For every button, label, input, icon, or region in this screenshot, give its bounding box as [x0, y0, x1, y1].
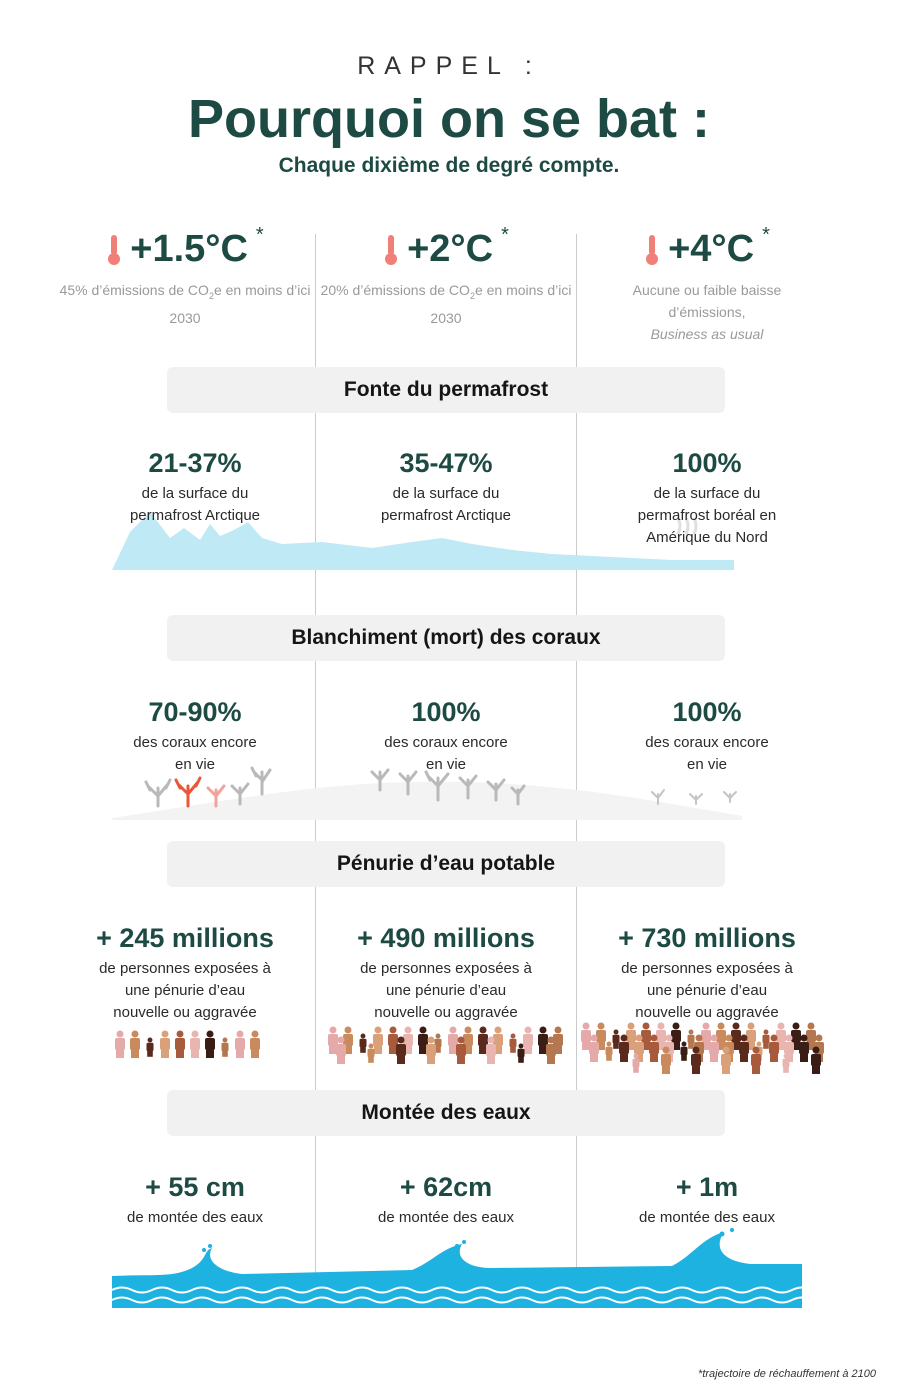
thermometer-icon [383, 234, 399, 266]
stat-block: + 1m de montée des eaux [639, 1172, 775, 1226]
person-icon [147, 1038, 154, 1057]
person-icon [190, 1031, 200, 1059]
coral-icon [724, 792, 736, 802]
stat-block: + 490 millions de personnes exposées à une pénurie d’eau nouvelle ou aggravée [357, 923, 535, 1021]
person-icon [606, 1042, 613, 1061]
stat-block: + 55 cm de montée des eaux [127, 1172, 263, 1226]
person-icon [175, 1031, 185, 1059]
asterisk: * [501, 224, 509, 246]
scenario-temp-value: +4°C [668, 228, 755, 270]
asterisk: * [762, 224, 770, 246]
person-icon [518, 1044, 525, 1063]
person-icon [523, 1027, 533, 1055]
scenario-desc: Aucune ou faible baisse d’émissions, Business as usual [632, 282, 782, 342]
person-icon [222, 1038, 229, 1057]
wave-illustration [112, 1228, 802, 1308]
thermometer-icon [644, 234, 660, 266]
person-icon [250, 1031, 260, 1059]
person-icon [160, 1031, 170, 1059]
person-icon [235, 1031, 245, 1059]
thermometer-icon [106, 234, 122, 266]
person-icon [115, 1031, 125, 1059]
stat-block: 21-37% de la surface du permafrost Arctique [129, 448, 261, 524]
person-icon [368, 1044, 375, 1063]
person-icon [360, 1034, 367, 1053]
person-icon [373, 1027, 383, 1055]
section-banner: Blanchiment (mort) des coraux [167, 615, 725, 661]
stat-block: + 730 millions de personnes exposées à une pénurie d’eau nouvelle ou aggravée [618, 923, 796, 1021]
scenario-2 [316, 224, 576, 329]
scenario-desc: 20% d’émissions de $CO_2e$ en moins d’ici 2030 [320, 282, 572, 326]
people-illustration [0, 1020, 898, 1080]
scenario-temp-value: +1.5°C [130, 228, 248, 270]
stat-block: 100% de la surface du permafrost boréal en Amérique du Nord [637, 448, 777, 546]
stat-block: 70-90% des coraux encore en vie [133, 697, 257, 773]
person-icon [763, 1030, 770, 1049]
person-icon [688, 1030, 695, 1049]
scenario-temp [55, 224, 315, 271]
person-icon [510, 1034, 517, 1053]
page-subtitle: Chaque dixième de degré compte. [278, 154, 620, 177]
person-icon [130, 1031, 140, 1059]
scenario-desc: 45% d’émissions de $CO_2e$ en moins d’ici 2030 [59, 282, 311, 326]
stat-block: 100% des coraux encore en vie [384, 697, 508, 773]
coral-icon [176, 778, 200, 806]
stat-block: + 245 millions de personnes exposées à une pénurie d’eau nouvelle ou aggravée [96, 923, 274, 1021]
scenario-temp [316, 224, 576, 271]
section-banner: Fonte du permafrost [167, 367, 725, 413]
person-icon [205, 1031, 215, 1059]
stat-block: + 62cm de montée des eaux [378, 1172, 514, 1226]
scenario-temp-value: +2°C [407, 228, 494, 270]
stat-block: 100% des coraux encore en vie [645, 697, 769, 773]
asterisk: * [255, 224, 264, 246]
person-icon [613, 1030, 620, 1049]
footnote: *trajectoire de réchauffement à 2100 [698, 1368, 876, 1380]
page-title: Pourquoi on se bat : [188, 89, 710, 149]
person-icon [681, 1042, 688, 1061]
coral-icon [146, 780, 170, 806]
scenario-temp [577, 224, 837, 271]
stat-block: 35-47% de la surface du permafrost Arctique [380, 448, 512, 524]
section-banner: Montée des eaux [167, 1090, 725, 1136]
section-banner: Pénurie d’eau potable [167, 841, 725, 887]
kicker: RAPPEL : [357, 52, 541, 80]
coral-icon [690, 794, 702, 804]
scenario-3 [577, 224, 837, 345]
scenario-1 [55, 224, 315, 329]
